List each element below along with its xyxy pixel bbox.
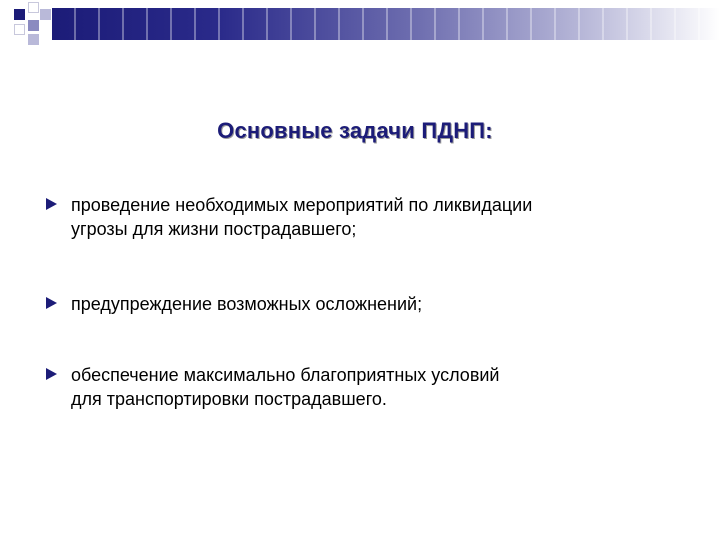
corner-square-decoration xyxy=(14,9,25,20)
triangle-bullet-icon xyxy=(46,297,57,309)
corner-square-decoration xyxy=(28,2,39,13)
corner-square-decoration xyxy=(40,9,51,20)
bullet-line: угрозы для жизни пострадавшего; xyxy=(71,219,357,239)
corner-square-decoration xyxy=(28,20,39,31)
bullet-text xyxy=(71,292,701,316)
triangle-bullet-icon xyxy=(46,198,57,210)
bullet-line: для транспортировки пострадавшего. xyxy=(71,389,387,409)
bullet-line: предупреждение возможных осложнений; xyxy=(71,294,423,314)
corner-square-decoration xyxy=(28,34,39,45)
header-bar-stripes xyxy=(52,8,720,40)
bullet-text xyxy=(71,363,701,411)
bullet-line: проведение необходимых мероприятий по ликвидации xyxy=(71,195,533,215)
triangle-bullet-icon xyxy=(46,368,57,380)
corner-square-decoration xyxy=(14,24,25,35)
bullet-line: обеспечение максимально благоприятных условий xyxy=(71,365,500,385)
bullet-text xyxy=(71,193,701,241)
slide-title: Основные задачи ПДНП: xyxy=(217,118,493,143)
